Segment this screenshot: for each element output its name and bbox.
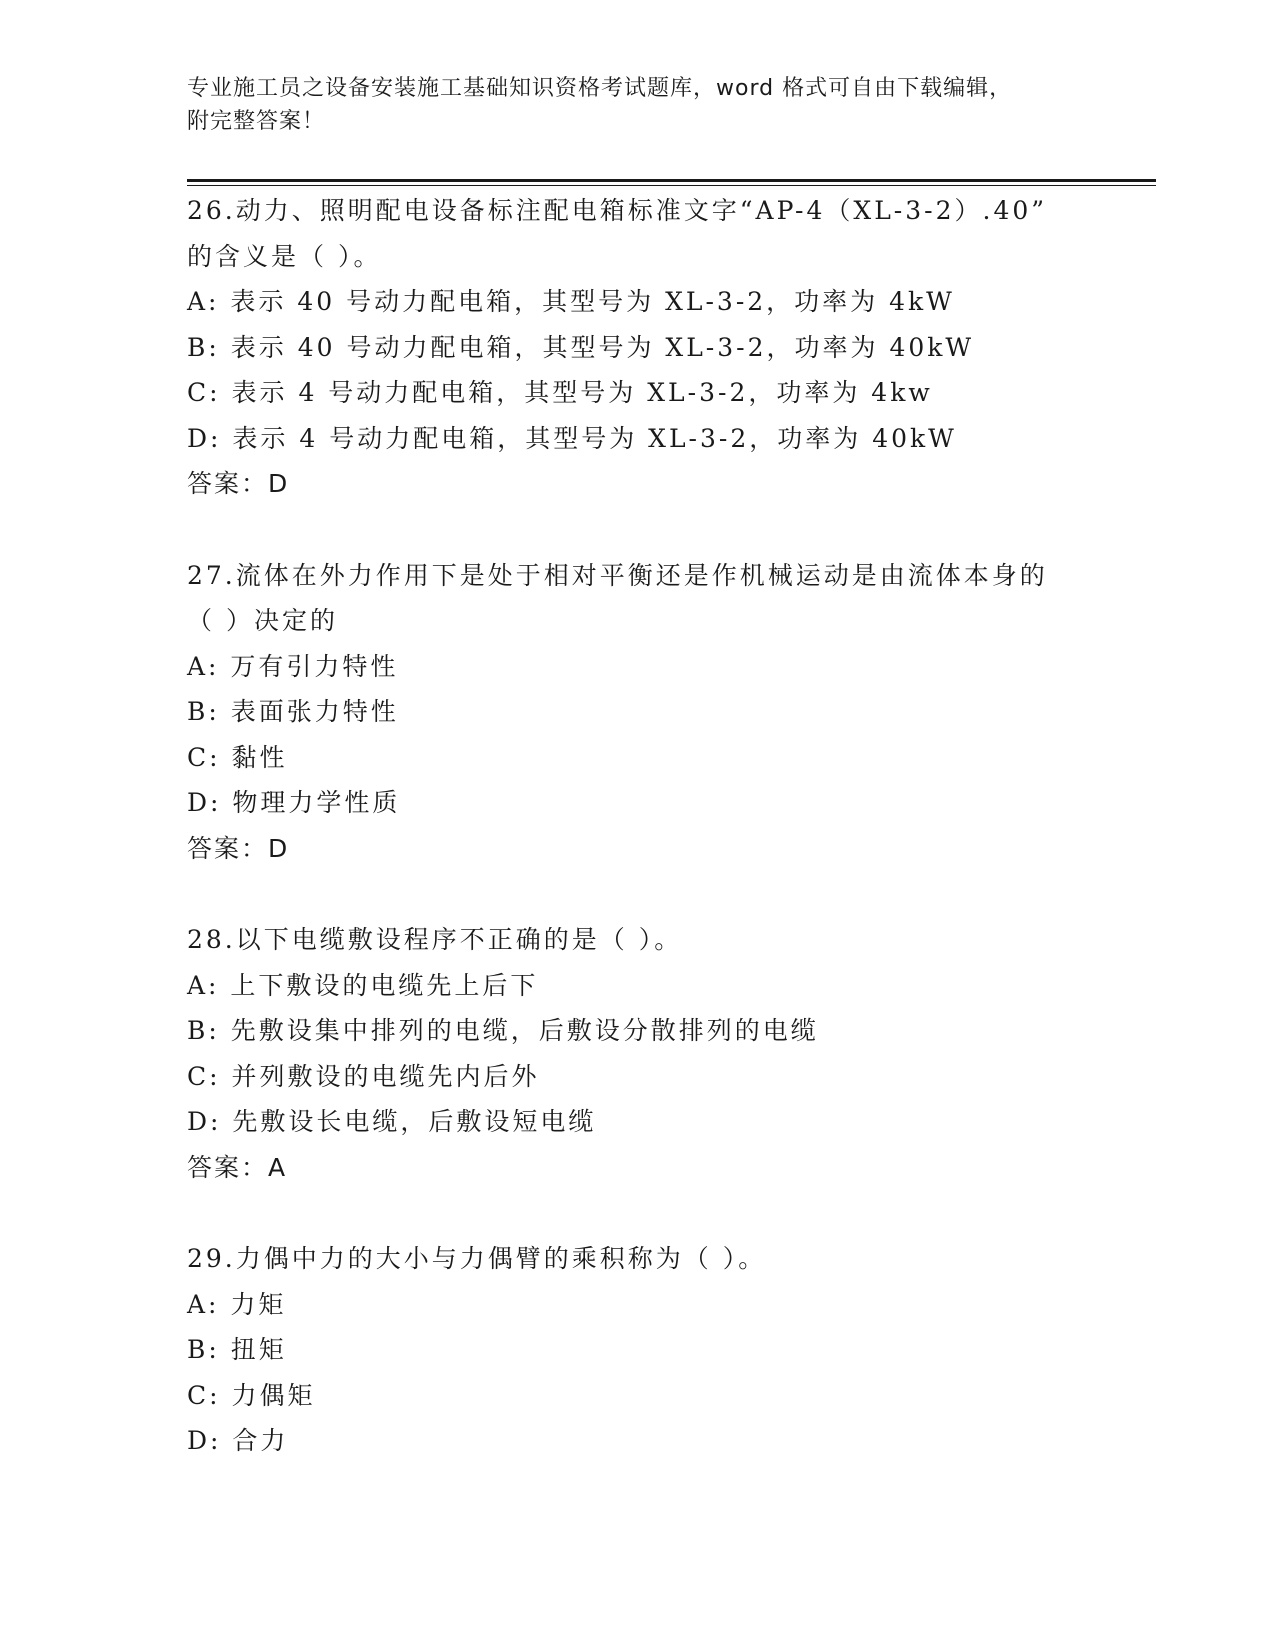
header-divider-thin bbox=[187, 185, 1156, 186]
stem-line: 28.以下电缆敷设程序不正确的是（ ）。 bbox=[187, 925, 683, 954]
answer: 答案：D bbox=[187, 469, 290, 498]
answer: 答案：D bbox=[187, 833, 290, 863]
option-c: C: 并列敷设的电缆先内后外 bbox=[187, 1061, 540, 1091]
header-line-1: 专业施工员之设备安装施工基础知识资格考试题库，word 格式可自由下载编辑， bbox=[187, 76, 1013, 101]
document-header bbox=[187, 72, 1087, 138]
stem-line: （ ）决定的 bbox=[187, 606, 338, 635]
stem-line: 的含义是（ ）。 bbox=[187, 241, 382, 271]
stem-line: 26.动力、照明配电设备标注配电箱标准文字“AP-4（XL-3-2）.40” bbox=[187, 196, 1048, 225]
option-b: B: 扭矩 bbox=[187, 1335, 287, 1364]
option-a: A: 表示 40 号动力配电箱，其型号为 XL-3-2，功率为 4kW bbox=[187, 287, 955, 316]
header-line-2: 附完整答案！ bbox=[187, 109, 326, 134]
option-c: C: 黏性 bbox=[187, 742, 288, 772]
option-a: A: 万有引力特性 bbox=[187, 651, 399, 681]
option-c: C: 表示 4 号动力配电箱，其型号为 XL-3-2，功率为 4kw bbox=[187, 378, 933, 407]
option-b: B: 先敷设集中排列的电缆，后敷设分散排列的电缆 bbox=[187, 1016, 819, 1045]
option-d: D: 物理力学性质 bbox=[187, 788, 401, 817]
option-d: D: 先敷设长电缆，后敷设短电缆 bbox=[187, 1107, 597, 1136]
question-stem bbox=[187, 188, 1156, 279]
option-d: D: 合力 bbox=[187, 1426, 289, 1455]
question-stem bbox=[187, 553, 1156, 644]
stem-line: 29.力偶中力的大小与力偶臂的乘积称为（ ）。 bbox=[187, 1244, 767, 1273]
option-b: B: 表面张力特性 bbox=[187, 697, 399, 726]
question-list bbox=[187, 188, 1156, 1510]
question-27 bbox=[187, 553, 1156, 872]
answer: 答案：A bbox=[187, 1152, 288, 1182]
question-29 bbox=[187, 1236, 1156, 1464]
header-divider-thick bbox=[187, 179, 1156, 182]
option-c: C: 力偶矩 bbox=[187, 1380, 316, 1410]
question-28 bbox=[187, 917, 1156, 1190]
stem-line: 27.流体在外力作用下是处于相对平衡还是作机械运动是由流体本身的 bbox=[187, 560, 1048, 590]
option-d: D: 表示 4 号动力配电箱，其型号为 XL-3-2，功率为 40kW bbox=[187, 423, 957, 453]
question-stem bbox=[187, 917, 1156, 963]
option-b: B: 表示 40 号动力配电箱，其型号为 XL-3-2，功率为 40kW bbox=[187, 332, 975, 362]
question-26 bbox=[187, 188, 1156, 507]
option-a: A: 力矩 bbox=[187, 1289, 287, 1319]
question-stem bbox=[187, 1236, 1156, 1282]
option-a: A: 上下敷设的电缆先上后下 bbox=[187, 970, 539, 1000]
